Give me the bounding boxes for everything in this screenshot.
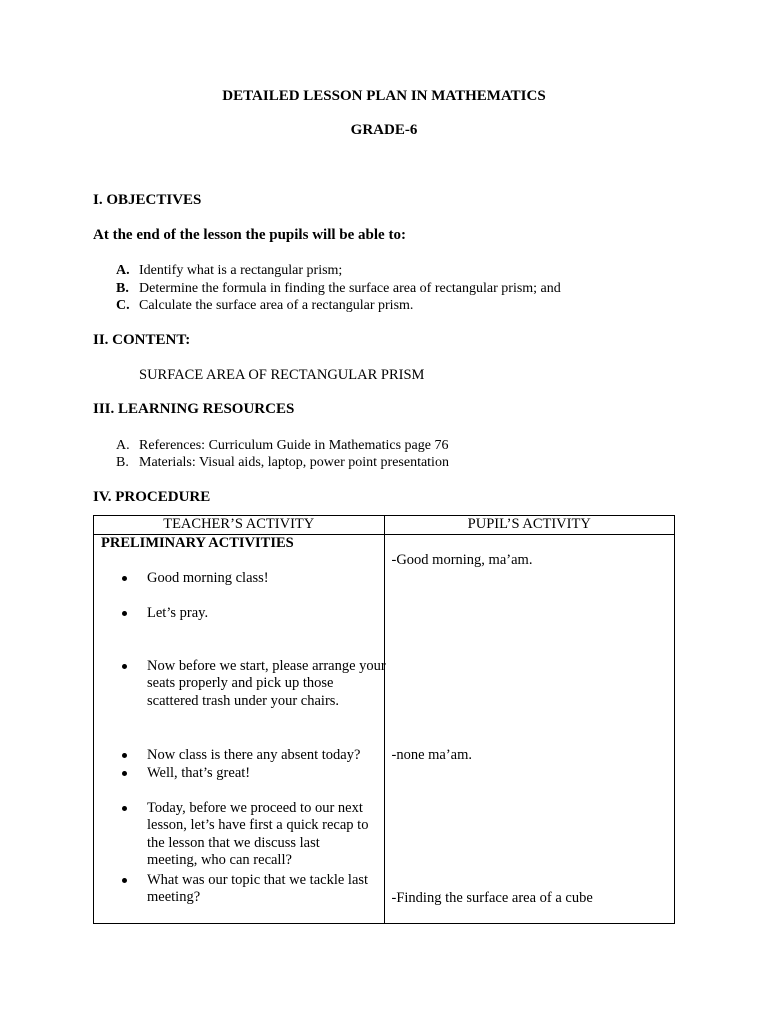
bullet-icon	[122, 664, 127, 669]
objective-text: Determine the formula in finding the surface area of rectangular prism; and	[139, 281, 561, 296]
pupil-response: -Finding the surface area of a cube	[391, 889, 593, 906]
grade-label: GRADE-6	[350, 122, 418, 138]
pupil-column-header: PUPIL’S ACTIVITY	[384, 516, 675, 535]
objective-text: Calculate the surface area of a rectangular prism.	[139, 298, 414, 313]
objective-marker: A.	[116, 263, 130, 278]
bullet-icon	[122, 806, 127, 811]
teacher-column-header: TEACHER’S ACTIVITY	[94, 516, 385, 535]
content-heading: II. CONTENT:	[93, 332, 191, 348]
bullet-icon	[122, 576, 127, 581]
document-title: DETAILED LESSON PLAN IN MATHEMATICS	[222, 88, 546, 104]
objective-text: Identify what is a rectangular prism;	[139, 263, 343, 278]
objectives-intro: At the end of the lesson the pupils will be able to:	[93, 227, 406, 243]
resource-marker: A.	[116, 438, 130, 453]
pupil-response: -none ma’am.	[391, 746, 473, 763]
preliminary-activities-label: PRELIMINARY ACTIVITIES	[101, 534, 294, 551]
resource-text: References: Curriculum Guide in Mathematics page 76	[139, 438, 449, 453]
resources-heading: III. LEARNING RESOURCES	[93, 401, 295, 417]
teacher-activity-cell: PRELIMINARY ACTIVITIES Good morning class! Let’s pray. Now before we start, please arrange your seats properly and pick up those scattered trash under your chairs. Now class is there any absent today? Well, that’s great! Today, before we proceed to our next lesson, let’s have first a quick recap to the lesson that we discuss last meeting, who can recall? What was our topic that we tackle last meeting?	[94, 534, 385, 923]
resource-text: Materials: Visual aids, laptop, power point presentation	[139, 455, 449, 470]
procedure-heading: IV. PROCEDURE	[93, 489, 211, 505]
bullet-icon	[122, 878, 127, 883]
table-row	[94, 534, 675, 923]
resource-marker: B.	[116, 455, 129, 470]
content-topic: SURFACE AREA OF RECTANGULAR PRISM	[139, 367, 425, 383]
bullet-icon	[122, 753, 127, 758]
objective-marker: B.	[116, 281, 129, 296]
bullet-icon	[122, 611, 127, 616]
table-header-row	[94, 516, 675, 535]
pupil-response: -Good morning, ma’am.	[391, 551, 533, 568]
objectives-heading: I. OBJECTIVES	[93, 192, 202, 208]
objective-marker: C.	[116, 298, 130, 313]
procedure-table	[93, 515, 675, 924]
bullet-icon	[122, 771, 127, 776]
pupil-activity-cell	[384, 534, 675, 923]
